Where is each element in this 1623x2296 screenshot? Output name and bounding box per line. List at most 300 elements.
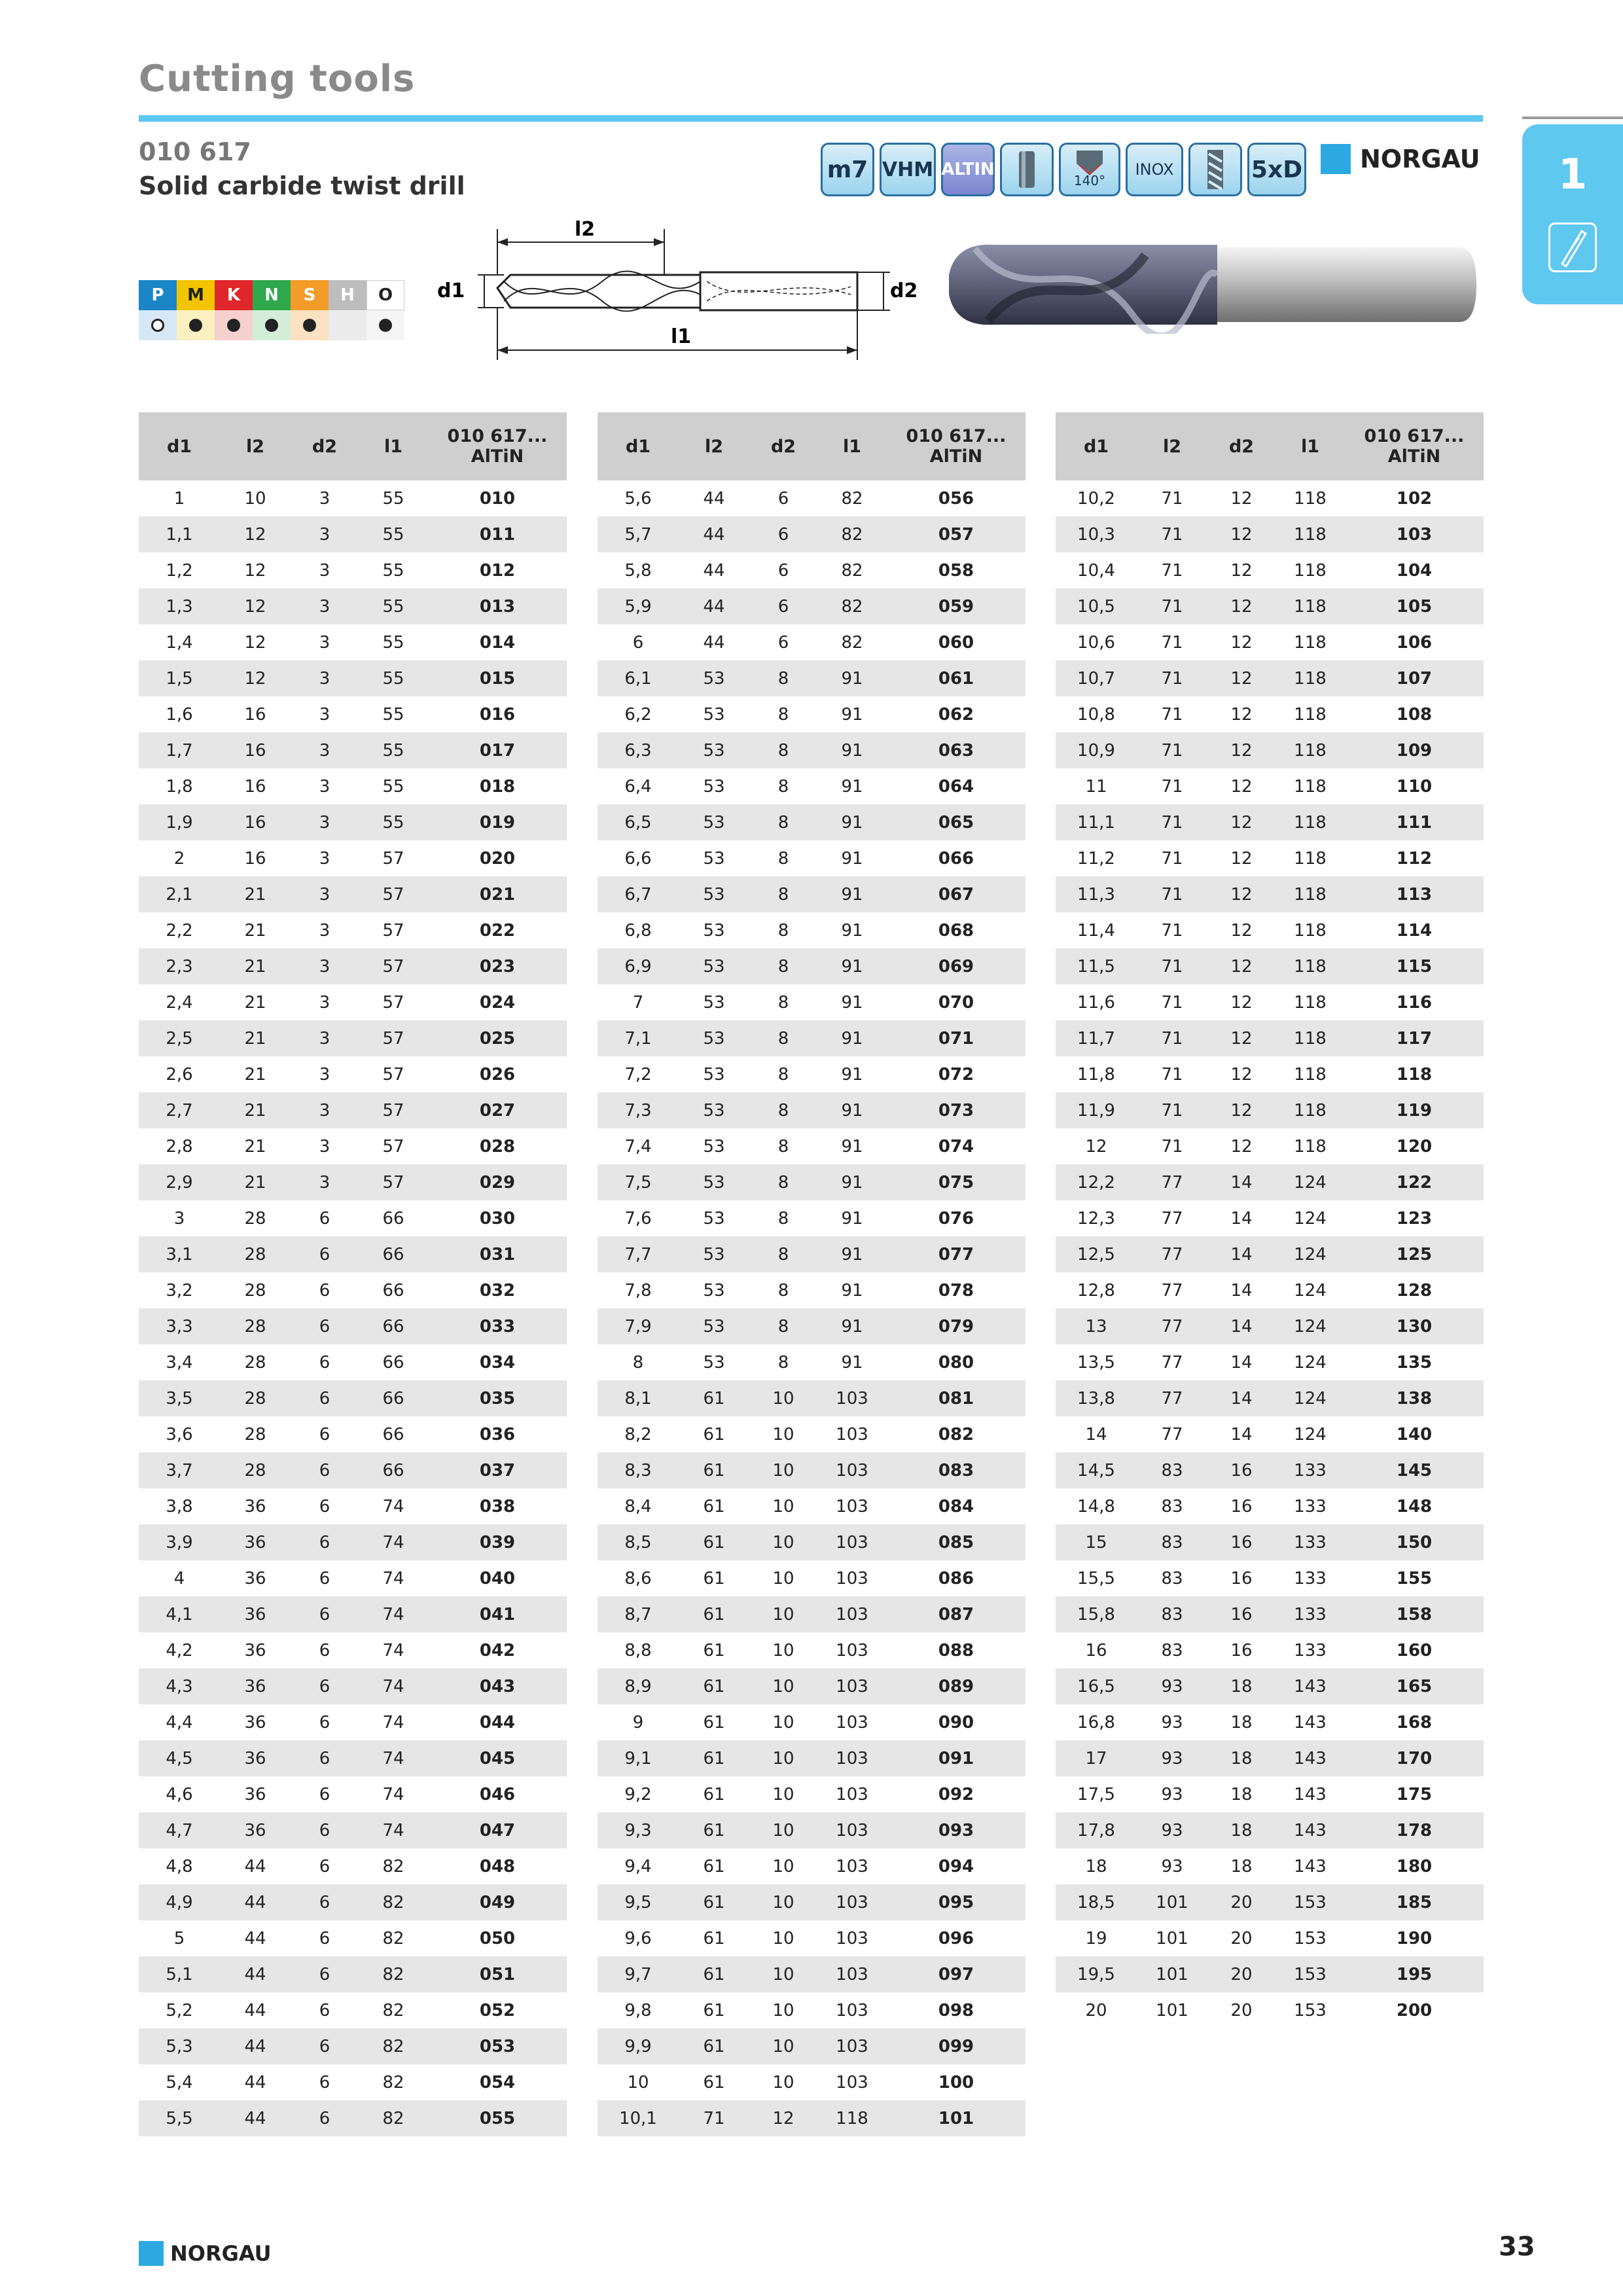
dim-l2-label: l2	[575, 218, 596, 241]
cell-l2: 53	[703, 704, 725, 725]
cell-d1: 5,3	[139, 2028, 220, 2064]
cell-d2: 6	[777, 632, 789, 653]
cell-l2: 61	[703, 1784, 725, 1804]
cell-article-code: 055	[428, 2100, 567, 2136]
point-angle-label: 140°	[1073, 173, 1106, 188]
cell-l2: 53	[679, 804, 749, 840]
cell-l2: 53	[679, 732, 749, 768]
cell-d2: 20	[1207, 1956, 1275, 1992]
cell-l1: 66	[359, 1452, 428, 1488]
table-row	[1056, 912, 1484, 948]
cell-d1: 1,2	[166, 560, 193, 581]
cell-article-code: 093	[887, 1812, 1026, 1848]
table-row	[597, 2028, 1026, 2064]
cell-d1: 18,5	[1056, 1884, 1137, 1920]
table-row	[1056, 588, 1484, 624]
cell-l1: 82	[817, 516, 887, 552]
suitability-h	[329, 310, 366, 340]
cell-article-code: 050	[479, 1928, 516, 1948]
cell-d2: 10	[749, 1956, 817, 1992]
brand-name: NORGAU	[1360, 145, 1480, 173]
cell-l2: 53	[703, 1064, 725, 1085]
cell-d1: 11,3	[1056, 876, 1137, 912]
cell-d2: 3	[319, 488, 330, 509]
cell-l1: 82	[359, 2028, 428, 2064]
cell-d2: 3	[319, 704, 330, 725]
header-rule	[139, 115, 1483, 122]
cell-l2: 77	[1137, 1308, 1207, 1344]
cell-d1: 4,7	[139, 1812, 220, 1848]
cell-d1: 10,3	[1056, 516, 1137, 552]
cell-d1: 16,5	[1056, 1668, 1137, 1704]
cell-article-code: 062	[938, 704, 974, 725]
cell-d2: 12	[1207, 1020, 1275, 1056]
cell-article-code: 116	[1396, 992, 1433, 1013]
cell-article-code: 140	[1396, 1424, 1433, 1444]
cell-d2: 8	[749, 1236, 817, 1272]
cell-l2: 44	[244, 1856, 266, 1876]
cell-article-code: 105	[1345, 588, 1484, 624]
cell-l2: 71	[679, 2100, 749, 2136]
cell-d2: 8	[777, 1208, 789, 1229]
cell-article-code: 044	[479, 1712, 516, 1732]
section-title: Cutting tools	[139, 58, 416, 100]
cell-d1: 3,5	[139, 1380, 220, 1416]
cell-article-code: 077	[887, 1236, 1026, 1272]
cell-l1: 66	[359, 1308, 428, 1344]
cell-d1: 10,4	[1077, 560, 1115, 581]
cell-d1: 8,1	[597, 1380, 679, 1416]
table-row	[597, 768, 1026, 804]
cell-l2: 77	[1161, 1424, 1183, 1444]
cell-d1: 3,4	[166, 1352, 193, 1372]
table-row	[1056, 1344, 1484, 1380]
cell-d2: 12	[1207, 660, 1275, 696]
cell-article-code: 178	[1345, 1812, 1484, 1848]
cell-d1: 11,9	[1056, 1092, 1137, 1128]
cell-article-code: 064	[938, 776, 974, 797]
table-row	[139, 1488, 567, 1524]
cell-article-code: 165	[1345, 1668, 1484, 1704]
table-row	[597, 1740, 1026, 1776]
cell-l1: 82	[359, 1956, 428, 1992]
cell-l1: 133	[1294, 1640, 1327, 1660]
cell-article-code: 138	[1345, 1380, 1484, 1416]
table-row	[597, 1056, 1026, 1092]
cell-l1: 91	[841, 1064, 863, 1085]
material-k: K	[215, 280, 253, 310]
material-p: P	[139, 280, 177, 310]
table-row	[597, 1632, 1026, 1668]
cell-l1: 91	[841, 776, 863, 797]
cell-d2: 8	[749, 1092, 817, 1128]
cell-d1: 9,5	[597, 1884, 679, 1920]
cell-d2: 8	[749, 876, 817, 912]
cell-l1: 103	[836, 2000, 868, 2020]
cell-d2: 10	[772, 2000, 794, 2020]
badge-material: VHM	[880, 143, 936, 196]
col-d1: d1	[139, 412, 220, 480]
cell-l2: 44	[703, 632, 725, 653]
cell-article-code: 091	[887, 1740, 1026, 1776]
cell-d2: 8	[777, 1352, 789, 1372]
table-row	[597, 732, 1026, 768]
cell-l1: 82	[359, 2100, 428, 2136]
table-row	[139, 2100, 567, 2136]
cell-l1: 66	[382, 1352, 404, 1372]
cell-l2: 16	[244, 704, 266, 725]
cell-d1: 7	[632, 992, 644, 1013]
cell-l2: 83	[1137, 1596, 1207, 1632]
cell-l1: 103	[836, 1928, 868, 1948]
cell-l2: 53	[679, 1236, 749, 1272]
table-row	[597, 552, 1026, 588]
cell-d1: 1,1	[139, 516, 220, 552]
cell-l2: 44	[679, 516, 749, 552]
cell-l1: 74	[359, 1668, 428, 1704]
cell-article-code: 049	[428, 1884, 567, 1920]
cell-l2: 71	[1161, 776, 1183, 797]
table-row	[1056, 1812, 1484, 1848]
cell-article-code: 101	[887, 2100, 1026, 2136]
cell-l2: 83	[1137, 1452, 1207, 1488]
cell-l1: 133	[1275, 1596, 1345, 1632]
cell-d2: 14	[1230, 1352, 1253, 1372]
cell-d2: 6	[291, 1812, 359, 1848]
cell-l1: 124	[1275, 1164, 1345, 1200]
cell-d2: 6	[291, 2100, 359, 2136]
cell-l2: 21	[220, 876, 291, 912]
cell-l1: 103	[836, 1640, 868, 1660]
badge-drilling-depth: 5xD	[1247, 143, 1306, 196]
cell-l1: 91	[841, 848, 863, 869]
cell-article-code: 120	[1396, 1136, 1433, 1157]
cell-l2: 71	[1161, 1064, 1183, 1085]
cell-article-code: 180	[1396, 1856, 1433, 1876]
table-row	[597, 588, 1026, 624]
cell-l1: 118	[1294, 1064, 1327, 1085]
cell-l2: 93	[1137, 1812, 1207, 1848]
cell-d1: 7,4	[624, 1136, 652, 1157]
material-n: N	[253, 280, 291, 310]
cell-d2: 10	[749, 1380, 817, 1416]
cell-l2: 61	[679, 1380, 749, 1416]
cell-d1: 16	[1085, 1640, 1107, 1660]
cell-article-code: 084	[938, 1496, 974, 1516]
cell-l2: 44	[220, 2028, 291, 2064]
cell-d1: 1,5	[139, 660, 220, 696]
cell-l2: 61	[703, 1496, 725, 1516]
table-row	[139, 516, 567, 552]
cell-l1: 133	[1294, 1496, 1327, 1516]
cell-article-code: 082	[938, 1424, 974, 1444]
cell-l2: 71	[1137, 516, 1207, 552]
cell-article-code: 036	[479, 1424, 516, 1444]
cell-l2: 53	[703, 992, 725, 1013]
material-o: O	[366, 280, 404, 310]
cell-l1: 118	[1275, 1020, 1345, 1056]
table-row	[1056, 984, 1484, 1020]
cell-d1: 15	[1056, 1524, 1137, 1560]
cell-l1: 118	[1294, 920, 1327, 941]
cell-d1: 11,7	[1056, 1020, 1137, 1056]
cell-article-code: 068	[938, 920, 974, 941]
cell-article-code: 081	[887, 1380, 1026, 1416]
cell-d2: 20	[1230, 1928, 1253, 1948]
cell-article-code: 094	[938, 1856, 974, 1876]
cell-d1: 1	[173, 488, 185, 509]
cell-l2: 77	[1137, 1380, 1207, 1416]
cell-d1: 19	[1085, 1928, 1107, 1948]
table-row	[1056, 876, 1484, 912]
cell-article-code: 063	[887, 732, 1026, 768]
cell-d2: 8	[777, 920, 789, 941]
cell-l2: 77	[1161, 1208, 1183, 1229]
cell-l1: 103	[836, 2072, 868, 2092]
cell-article-code: 058	[938, 560, 974, 581]
cell-d1: 2,3	[139, 948, 220, 984]
cell-article-code: 088	[938, 1640, 974, 1660]
cell-l1: 82	[817, 588, 887, 624]
table-row	[597, 876, 1026, 912]
table-row	[139, 1740, 567, 1776]
cell-l2: 28	[244, 1208, 266, 1229]
cell-article-code: 039	[428, 1524, 567, 1560]
cell-l1: 57	[359, 1092, 428, 1128]
cell-d2: 16	[1207, 1452, 1275, 1488]
cell-d1: 15,5	[1077, 1568, 1115, 1588]
cell-article-code: 018	[479, 776, 516, 797]
cell-l2: 101	[1137, 1884, 1207, 1920]
cell-d2: 12	[1207, 804, 1275, 840]
table-row	[1056, 1920, 1484, 1956]
cell-l2: 61	[703, 2000, 725, 2020]
table-row	[139, 588, 567, 624]
cell-article-code: 014	[479, 632, 516, 653]
cell-l2: 28	[220, 1380, 291, 1416]
cell-l2: 53	[679, 1092, 749, 1128]
table-row	[597, 1560, 1026, 1596]
cell-d1: 2	[173, 848, 185, 869]
cell-d1: 14,8	[1077, 1496, 1115, 1516]
cell-l1: 153	[1294, 1928, 1327, 1948]
cell-article-code: 041	[428, 1596, 567, 1632]
cell-d1: 10,6	[1077, 632, 1115, 653]
cell-l2: 44	[244, 2000, 266, 2020]
cell-article-code: 106	[1396, 632, 1433, 653]
cell-d1: 6,5	[597, 804, 679, 840]
cell-d2: 18	[1207, 1740, 1275, 1776]
suitability-m	[177, 310, 215, 340]
cell-d2: 8	[777, 704, 789, 725]
cell-article-code: 118	[1396, 1064, 1433, 1085]
cell-l2: 61	[679, 2028, 749, 2064]
cell-d2: 6	[777, 488, 789, 509]
table-row	[1056, 660, 1484, 696]
cell-d1: 17,8	[1056, 1812, 1137, 1848]
cell-d2: 12	[1207, 876, 1275, 912]
cell-d2: 10	[772, 1928, 794, 1948]
cell-d2: 18	[1207, 1668, 1275, 1704]
cell-l1: 124	[1275, 1380, 1345, 1416]
cell-d2: 8	[749, 804, 817, 840]
cell-l2: 44	[220, 2100, 291, 2136]
chapter-number: 1	[1558, 151, 1588, 199]
cell-d2: 16	[1207, 1596, 1275, 1632]
cell-l2: 61	[679, 1668, 749, 1704]
cell-l1: 57	[382, 848, 404, 869]
cell-l2: 10	[244, 488, 266, 509]
cell-d1: 8,9	[597, 1668, 679, 1704]
cell-l1: 103	[836, 1856, 868, 1876]
table-row	[1056, 1524, 1484, 1560]
cell-article-code: 045	[428, 1740, 567, 1776]
cell-article-code: 024	[479, 992, 516, 1013]
cell-article-code: 155	[1396, 1568, 1433, 1588]
cell-d2: 14	[1207, 1236, 1275, 1272]
cell-l2: 53	[679, 1308, 749, 1344]
suitability-k	[215, 310, 253, 340]
cell-l2: 93	[1161, 1784, 1183, 1804]
table-row	[139, 1956, 567, 1992]
table-row	[1056, 1272, 1484, 1308]
point-angle-icon	[1059, 143, 1120, 196]
cell-d2: 3	[319, 776, 330, 797]
cell-l2: 83	[1161, 1568, 1183, 1588]
table-row	[1056, 804, 1484, 840]
table-row	[1056, 1020, 1484, 1056]
cell-l2: 53	[679, 876, 749, 912]
table-row	[1056, 1416, 1484, 1452]
table-row	[1056, 732, 1484, 768]
cell-d1: 2,4	[166, 992, 193, 1013]
cell-article-code: 013	[428, 588, 567, 624]
cell-d1: 12	[1085, 1136, 1107, 1157]
cell-article-code: 022	[479, 920, 516, 941]
table-row	[597, 1092, 1026, 1128]
cell-article-code: 190	[1396, 1928, 1433, 1948]
cell-d2: 6	[319, 2000, 330, 2020]
cell-d2: 3	[291, 1020, 359, 1056]
table-row	[597, 1704, 1026, 1740]
cell-l1: 91	[841, 920, 863, 941]
cell-l1: 143	[1275, 1668, 1345, 1704]
cell-l2: 71	[1161, 488, 1183, 509]
cell-d1: 8,6	[624, 1568, 652, 1588]
cell-article-code: 108	[1396, 704, 1433, 725]
table-row	[597, 2100, 1026, 2136]
cell-d2: 10	[772, 1496, 794, 1516]
table-row	[597, 840, 1026, 876]
cell-d2: 8	[749, 732, 817, 768]
cell-l2: 71	[1161, 848, 1183, 869]
cell-d2: 10	[772, 1856, 794, 1876]
cell-d2: 10	[772, 2072, 794, 2092]
cell-d2: 6	[319, 1928, 330, 1948]
cell-l1: 91	[841, 1280, 863, 1300]
cell-article-code: 073	[887, 1092, 1026, 1128]
table-row	[1056, 1560, 1484, 1596]
table-row	[139, 1812, 567, 1848]
cell-article-code: 160	[1396, 1640, 1433, 1660]
cell-l1: 57	[359, 876, 428, 912]
cell-d1: 5,5	[139, 2100, 220, 2136]
cell-d1: 14	[1085, 1424, 1107, 1444]
cell-article-code: 170	[1345, 1740, 1484, 1776]
dim-d1-label: d1	[437, 279, 465, 302]
cell-l1: 124	[1294, 1424, 1327, 1444]
cell-article-code: 175	[1396, 1784, 1433, 1804]
cell-d2: 3	[291, 588, 359, 624]
cell-l1: 66	[359, 1236, 428, 1272]
cell-d1: 8,2	[624, 1424, 652, 1444]
cell-l2: 28	[220, 1308, 291, 1344]
cell-article-code: 017	[428, 732, 567, 768]
cell-article-code: 038	[479, 1496, 516, 1516]
cell-d1: 7,1	[597, 1020, 679, 1056]
table-row	[139, 948, 567, 984]
cell-d2: 10	[772, 1640, 794, 1660]
cell-d2: 6	[291, 1524, 359, 1560]
cell-l2: 36	[244, 1712, 266, 1732]
col-code: 010 617... AlTiN	[1345, 412, 1484, 480]
cell-d2: 3	[319, 992, 330, 1013]
cell-l1: 103	[817, 1740, 887, 1776]
suitability-s	[291, 310, 329, 340]
cell-l2: 16	[220, 804, 291, 840]
cell-article-code: 107	[1345, 660, 1484, 696]
cell-article-code: 069	[887, 948, 1026, 984]
cell-article-code: 195	[1345, 1956, 1484, 1992]
table-row	[139, 1272, 567, 1308]
table-row	[1056, 696, 1484, 732]
col-l1: l1	[817, 412, 887, 480]
cell-d2: 3	[291, 1092, 359, 1128]
cell-d1: 9,2	[624, 1784, 652, 1804]
cell-l1: 82	[841, 488, 863, 509]
cell-d2: 10	[749, 1524, 817, 1560]
table-row	[1056, 1380, 1484, 1416]
table-row	[1056, 1776, 1484, 1812]
cell-d1: 6,6	[624, 848, 652, 869]
cell-d2: 6	[319, 1712, 330, 1732]
table-row	[139, 2028, 567, 2064]
cell-article-code: 032	[479, 1280, 516, 1300]
cell-l2: 71	[1137, 660, 1207, 696]
cell-l2: 61	[703, 1712, 725, 1732]
cell-d1: 3,6	[166, 1424, 193, 1444]
cell-d1: 2,2	[166, 920, 193, 941]
cell-d2: 6	[319, 1640, 330, 1660]
cell-article-code: 123	[1396, 1208, 1433, 1229]
col-l1: l1	[1275, 412, 1345, 480]
brand-logo	[1321, 144, 1480, 174]
brand-square-icon	[139, 2241, 164, 2266]
cell-article-code: 053	[428, 2028, 567, 2064]
cell-d1: 12,5	[1056, 1236, 1137, 1272]
cell-l1: 103	[817, 1596, 887, 1632]
cell-d1: 4,6	[166, 1784, 193, 1804]
cell-article-code: 200	[1396, 2000, 1433, 2020]
cell-d1: 2,1	[139, 876, 220, 912]
cell-article-code: 130	[1345, 1308, 1484, 1344]
cell-article-code: 056	[938, 488, 974, 509]
cell-d2: 6	[319, 1784, 330, 1804]
cell-l1: 82	[382, 2000, 404, 2020]
cell-d1: 1,4	[166, 632, 193, 653]
cell-l2: 28	[244, 1280, 266, 1300]
cell-l1: 66	[382, 1424, 404, 1444]
